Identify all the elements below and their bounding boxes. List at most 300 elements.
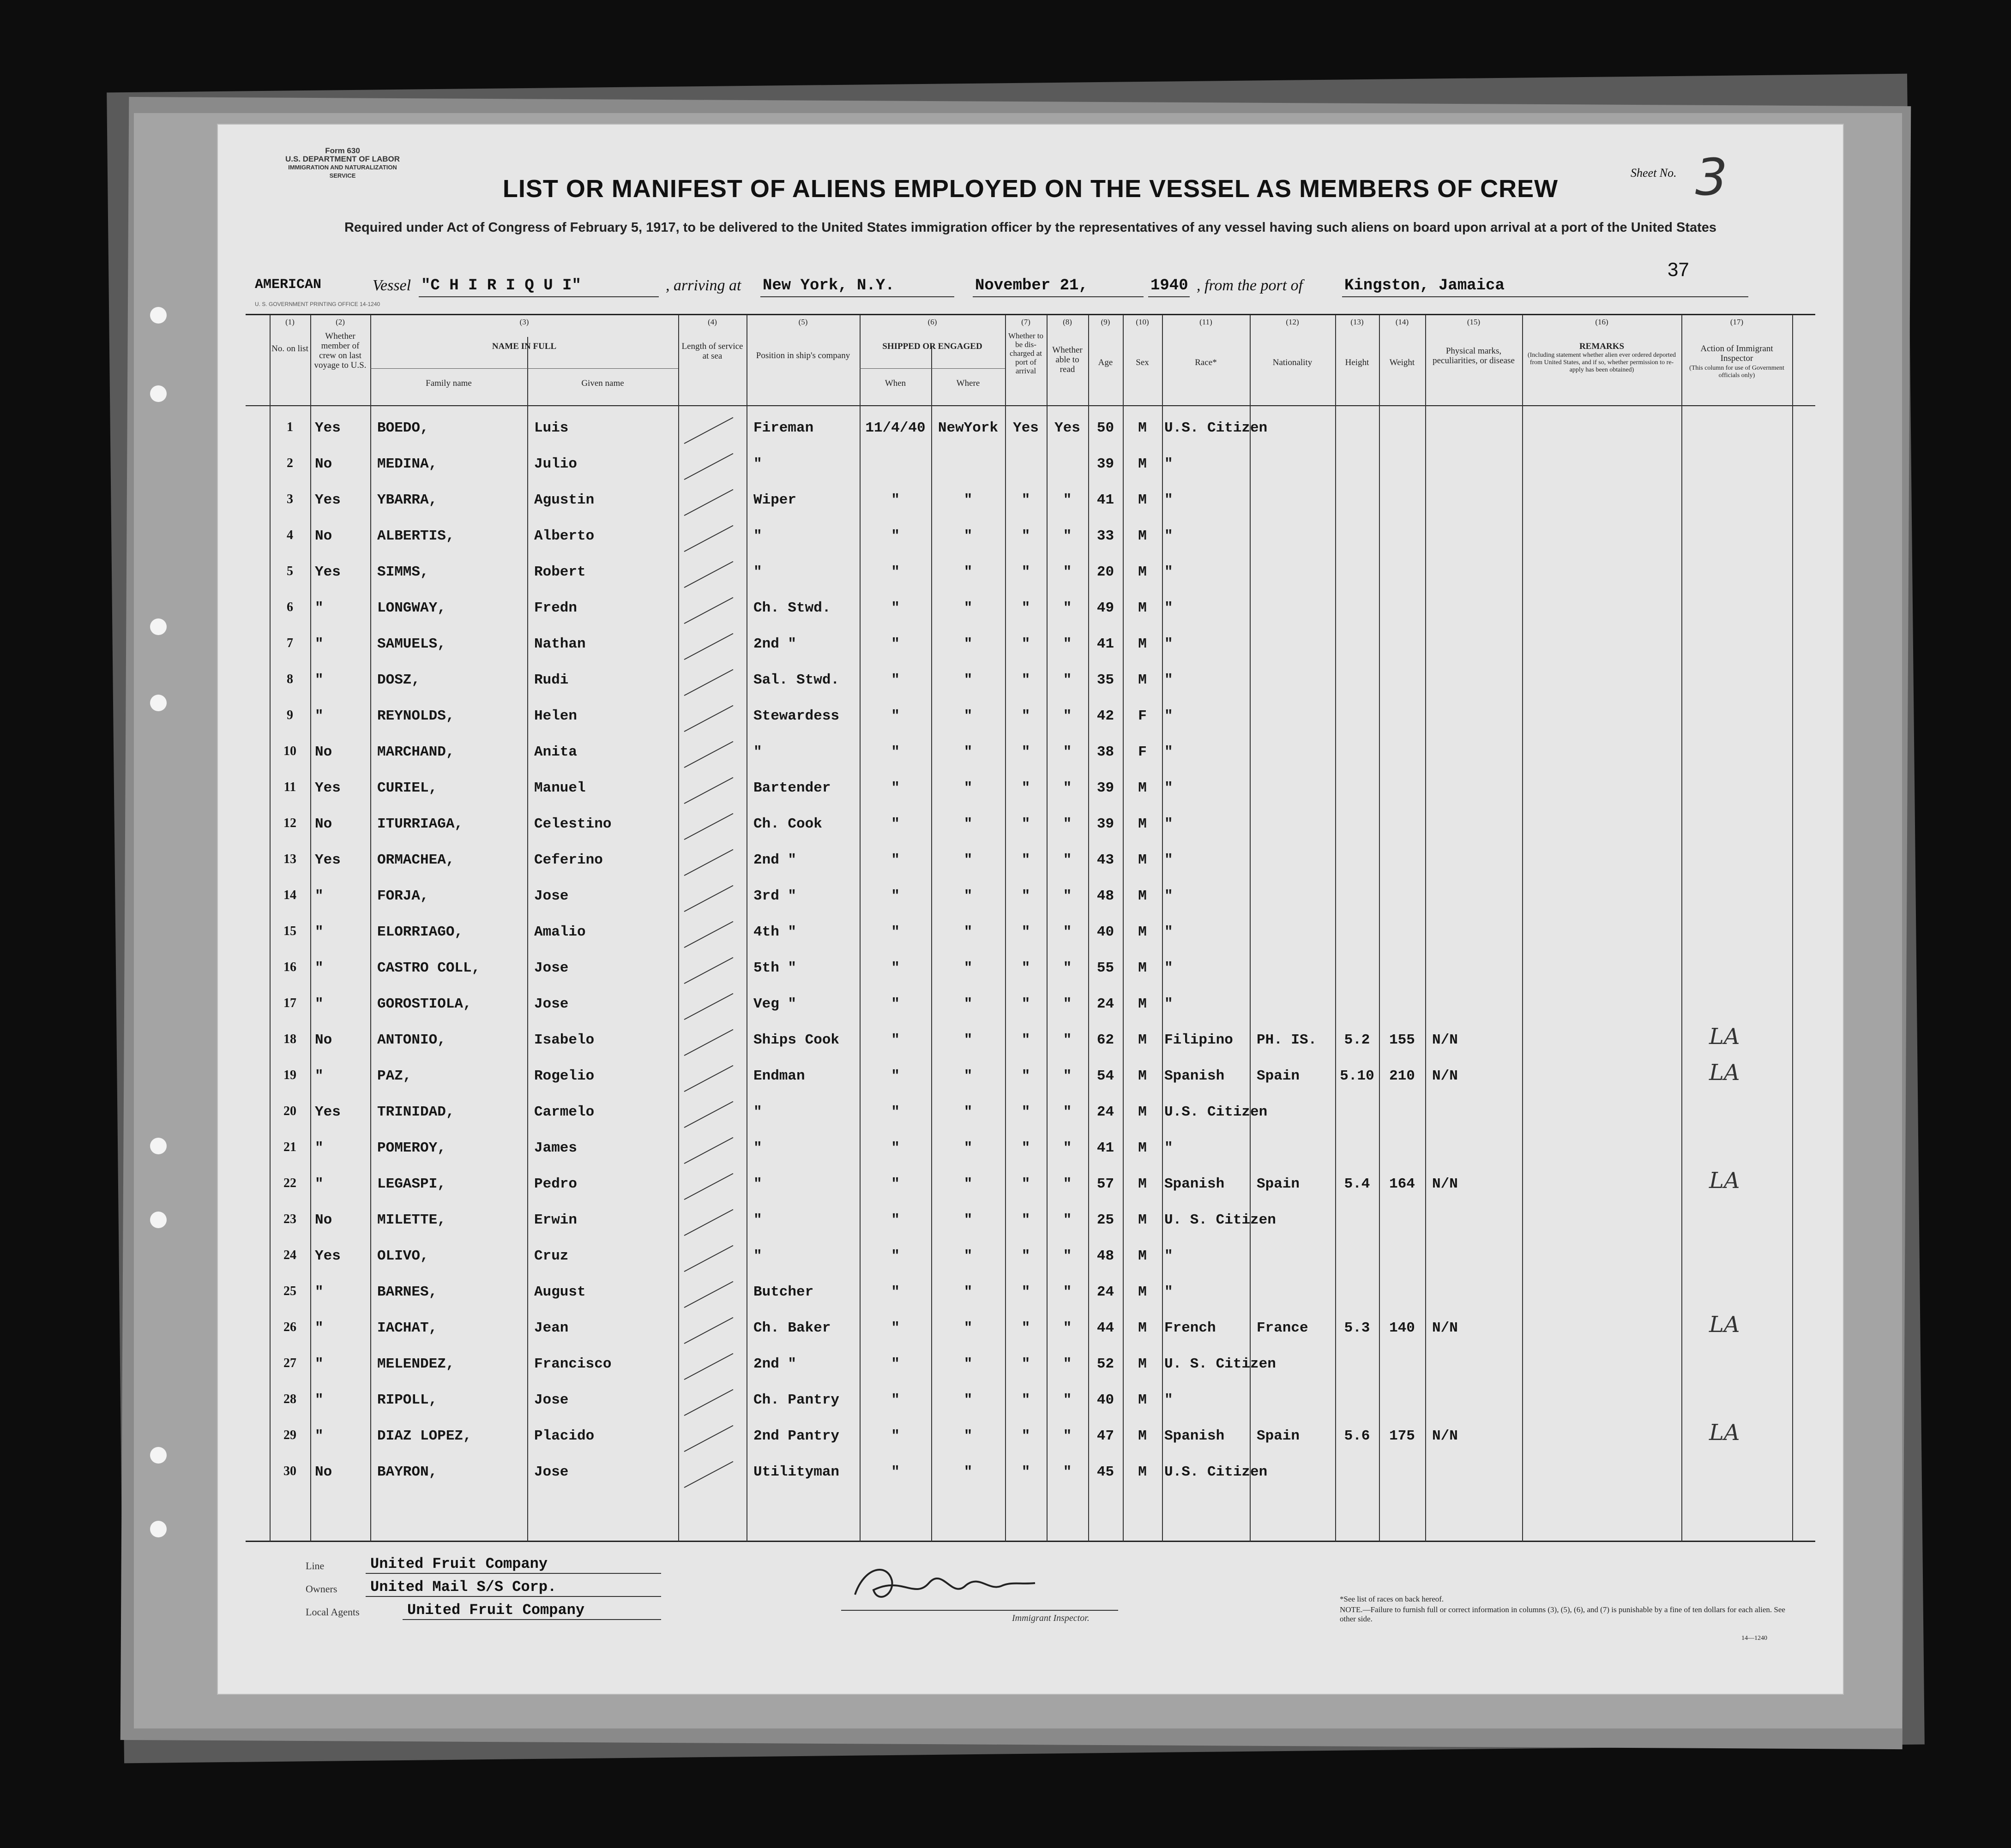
sheet-number-label: Sheet No. bbox=[1631, 166, 1677, 180]
position: 5th " bbox=[753, 960, 797, 976]
family-name: CURIEL, bbox=[377, 780, 438, 796]
column-number: (7) bbox=[1021, 318, 1030, 326]
line-label: Line bbox=[306, 1560, 325, 1572]
age: 45 bbox=[1096, 1464, 1114, 1480]
given-name: Celestino bbox=[534, 816, 612, 832]
row-number: 8 bbox=[287, 672, 293, 686]
table-row bbox=[218, 564, 1843, 600]
table-top-rule bbox=[246, 314, 1815, 315]
header-remarks: REMARKS bbox=[1579, 342, 1625, 351]
discharged: " bbox=[1021, 1464, 1030, 1480]
from-port-label: , from the port of bbox=[1197, 277, 1303, 294]
family-name: BARNES, bbox=[377, 1284, 438, 1300]
sex: M bbox=[1138, 816, 1147, 832]
last-voyage: " bbox=[315, 888, 324, 904]
able-to-read: " bbox=[1063, 816, 1072, 832]
family-name: MEDINA, bbox=[377, 456, 438, 472]
service-slash-mark bbox=[684, 417, 734, 444]
row-number: 6 bbox=[287, 600, 293, 614]
header-when: When bbox=[885, 378, 906, 388]
shipped-where: " bbox=[963, 1392, 973, 1408]
given-name: Nathan bbox=[534, 636, 586, 652]
row-number: 14 bbox=[283, 888, 296, 902]
family-name: ALBERTIS, bbox=[377, 528, 455, 544]
service-slash-mark bbox=[684, 1029, 734, 1056]
table-row bbox=[218, 1212, 1843, 1248]
table-row bbox=[218, 1024, 1843, 1068]
race: " bbox=[1164, 492, 1173, 508]
header-given-name: Given name bbox=[581, 378, 624, 388]
discharged: " bbox=[1021, 1104, 1030, 1120]
race: " bbox=[1164, 816, 1173, 832]
last-voyage: No bbox=[315, 816, 332, 832]
age: 41 bbox=[1096, 492, 1114, 508]
age: 52 bbox=[1096, 1356, 1114, 1372]
physical-marks: N/N bbox=[1432, 1320, 1458, 1336]
position: " bbox=[753, 564, 762, 580]
inspector-initials: LA bbox=[1709, 1312, 1740, 1338]
service-slash-mark bbox=[684, 885, 734, 912]
position: 3rd " bbox=[753, 888, 797, 904]
discharged: " bbox=[1021, 636, 1030, 652]
sex: M bbox=[1138, 456, 1147, 472]
sex: M bbox=[1138, 1140, 1147, 1156]
discharged: " bbox=[1021, 996, 1030, 1012]
age: 24 bbox=[1096, 1104, 1114, 1120]
column-number: (14) bbox=[1395, 318, 1409, 326]
race: U.S. Citizen bbox=[1164, 1104, 1268, 1120]
race: " bbox=[1164, 744, 1173, 760]
family-name: DOSZ, bbox=[377, 672, 421, 688]
family-name: DIAZ LOPEZ, bbox=[377, 1428, 472, 1444]
nationality: Spain bbox=[1257, 1176, 1300, 1192]
given-name: Fredn bbox=[534, 600, 578, 616]
given-name: Cruz bbox=[534, 1248, 569, 1264]
able-to-read: " bbox=[1063, 852, 1072, 868]
punch-hole bbox=[150, 1447, 167, 1464]
arrival-date: November 21, bbox=[975, 277, 1088, 294]
last-voyage: " bbox=[315, 924, 324, 940]
nationality: PH. IS. bbox=[1257, 1032, 1317, 1048]
table-row bbox=[218, 1356, 1843, 1392]
shipped-where: " bbox=[963, 1068, 973, 1084]
column-number: (1) bbox=[285, 318, 295, 326]
position: " bbox=[753, 1176, 762, 1192]
shipped-when: " bbox=[891, 960, 900, 976]
service-slash-mark bbox=[684, 705, 734, 732]
sex: M bbox=[1138, 1356, 1147, 1372]
column-number: (4) bbox=[708, 318, 717, 326]
last-voyage: " bbox=[315, 636, 324, 652]
family-name: BAYRON, bbox=[377, 1464, 438, 1480]
column-number: (11) bbox=[1199, 318, 1212, 326]
table-row bbox=[218, 1420, 1843, 1464]
table-row bbox=[218, 492, 1843, 528]
punch-hole bbox=[150, 695, 167, 711]
discharged: " bbox=[1021, 1428, 1030, 1444]
race: " bbox=[1164, 996, 1173, 1012]
family-name: GOROSTIOLA, bbox=[377, 996, 472, 1012]
last-voyage: " bbox=[315, 960, 324, 976]
discharged: " bbox=[1021, 888, 1030, 904]
given-name: Placido bbox=[534, 1428, 595, 1444]
shipped-when: " bbox=[891, 708, 900, 724]
table-row bbox=[218, 672, 1843, 708]
family-name: MARCHAND, bbox=[377, 744, 455, 760]
family-name: REYNOLDS, bbox=[377, 708, 455, 724]
given-name: Jean bbox=[534, 1320, 569, 1336]
sex: M bbox=[1138, 1392, 1147, 1408]
shipped-when: " bbox=[891, 1248, 900, 1264]
discharged: " bbox=[1021, 744, 1030, 760]
row-number: 21 bbox=[283, 1140, 296, 1154]
family-name: MELENDEZ, bbox=[377, 1356, 455, 1372]
table-row bbox=[218, 996, 1843, 1032]
position: " bbox=[753, 456, 762, 472]
able-to-read: " bbox=[1063, 1176, 1072, 1192]
weight: 210 bbox=[1389, 1068, 1415, 1084]
shipped-where: " bbox=[963, 492, 973, 508]
race: " bbox=[1164, 852, 1173, 868]
sex: M bbox=[1138, 1068, 1147, 1084]
last-voyage: Yes bbox=[315, 492, 341, 508]
inspector-initials: LA bbox=[1709, 1420, 1740, 1446]
last-voyage: " bbox=[315, 1320, 324, 1336]
table-row bbox=[218, 1168, 1843, 1212]
age: 33 bbox=[1096, 528, 1114, 544]
column-number: (15) bbox=[1467, 318, 1481, 326]
given-name: Jose bbox=[534, 960, 569, 976]
race: " bbox=[1164, 1140, 1173, 1156]
discharged: " bbox=[1021, 1392, 1030, 1408]
service-slash-mark bbox=[684, 1137, 734, 1164]
table-row bbox=[218, 420, 1843, 456]
table-row bbox=[218, 1060, 1843, 1104]
shipped-when: " bbox=[891, 1032, 900, 1048]
table-row bbox=[218, 1248, 1843, 1284]
able-to-read: " bbox=[1063, 780, 1072, 796]
sex: M bbox=[1138, 924, 1147, 940]
header-name-in-full: NAME IN FULL bbox=[492, 342, 557, 351]
position: Endman bbox=[753, 1068, 805, 1084]
position: " bbox=[753, 1104, 762, 1120]
sex: M bbox=[1138, 1248, 1147, 1264]
position: 2nd " bbox=[753, 852, 797, 868]
row-number: 24 bbox=[283, 1248, 296, 1262]
header-length-of-service: Length of service at sea bbox=[681, 342, 743, 361]
arriving-port: New York, N.Y. bbox=[763, 277, 895, 294]
position: Wiper bbox=[753, 492, 797, 508]
shipped-when: " bbox=[891, 636, 900, 652]
last-voyage: No bbox=[315, 1464, 332, 1480]
owners-label: Owners bbox=[306, 1583, 337, 1595]
family-name: ITURRIAGA, bbox=[377, 816, 464, 832]
sex: M bbox=[1138, 420, 1147, 436]
service-slash-mark bbox=[684, 1281, 734, 1308]
age: 44 bbox=[1096, 1320, 1114, 1336]
family-name: BOEDO, bbox=[377, 420, 429, 436]
position: " bbox=[753, 528, 762, 544]
race: " bbox=[1164, 456, 1173, 472]
age: 39 bbox=[1096, 456, 1114, 472]
position: Butcher bbox=[753, 1284, 814, 1300]
header-discharged: Whether to be dis-charged at port of arrival bbox=[1008, 331, 1043, 375]
row-number: 26 bbox=[283, 1320, 296, 1334]
service-slash-mark bbox=[684, 669, 734, 696]
given-name: Francisco bbox=[534, 1356, 612, 1372]
last-voyage: Yes bbox=[315, 564, 341, 580]
column-number: (6) bbox=[927, 318, 937, 326]
nationality: Spain bbox=[1257, 1068, 1300, 1084]
discharged: " bbox=[1021, 1176, 1030, 1192]
sex: M bbox=[1138, 1176, 1147, 1192]
given-name: Luis bbox=[534, 420, 569, 436]
race: " bbox=[1164, 780, 1173, 796]
shipped-when: " bbox=[891, 1320, 900, 1336]
last-voyage: Yes bbox=[315, 780, 341, 796]
race: U. S. Citizen bbox=[1164, 1356, 1276, 1372]
weight: 140 bbox=[1389, 1320, 1415, 1336]
position: " bbox=[753, 1212, 762, 1228]
physical-marks: N/N bbox=[1432, 1176, 1458, 1192]
last-voyage: " bbox=[315, 708, 324, 724]
shipped-where: " bbox=[963, 780, 973, 796]
position: " bbox=[753, 1248, 762, 1264]
able-to-read: " bbox=[1063, 1104, 1072, 1120]
column-number: (10) bbox=[1136, 318, 1149, 326]
service-name: IMMIGRATION AND NATURALIZATION SERVICE bbox=[288, 164, 397, 179]
able-to-read: " bbox=[1063, 924, 1072, 940]
given-name: Manuel bbox=[534, 780, 586, 796]
service-slash-mark bbox=[684, 453, 734, 480]
printer-mark: U. S. GOVERNMENT PRINTING OFFICE 14-1240 bbox=[255, 301, 380, 307]
age: 48 bbox=[1096, 1248, 1114, 1264]
table-bottom-rule bbox=[246, 1541, 1815, 1542]
able-to-read: " bbox=[1063, 1284, 1072, 1300]
position: Ships Cook bbox=[753, 1032, 840, 1048]
discharged: " bbox=[1021, 924, 1030, 940]
sex: M bbox=[1138, 1212, 1147, 1228]
race: French bbox=[1164, 1320, 1216, 1336]
form-number: Form 630 bbox=[325, 146, 360, 155]
row-number: 5 bbox=[287, 564, 293, 578]
age: 24 bbox=[1096, 1284, 1114, 1300]
last-voyage: " bbox=[315, 1356, 324, 1372]
physical-marks: N/N bbox=[1432, 1068, 1458, 1084]
shipped-where: " bbox=[963, 600, 973, 616]
discharged: " bbox=[1021, 1032, 1030, 1048]
shipped-where: " bbox=[963, 1104, 973, 1120]
race: " bbox=[1164, 924, 1173, 940]
shipped-when: " bbox=[891, 780, 900, 796]
height: 5.2 bbox=[1344, 1032, 1370, 1048]
department-name: U.S. DEPARTMENT OF LABOR bbox=[285, 155, 400, 163]
row-number: 18 bbox=[283, 1032, 296, 1046]
shipped-where: " bbox=[963, 924, 973, 940]
service-slash-mark bbox=[684, 1461, 734, 1488]
given-name: Jose bbox=[534, 996, 569, 1012]
last-voyage: " bbox=[315, 1392, 324, 1408]
header-list-number: No. on list bbox=[271, 344, 308, 354]
table-row bbox=[218, 708, 1843, 744]
able-to-read: " bbox=[1063, 1140, 1072, 1156]
row-number: 23 bbox=[283, 1212, 296, 1226]
age: 62 bbox=[1096, 1032, 1114, 1048]
able-to-read: " bbox=[1063, 1428, 1072, 1444]
row-number: 4 bbox=[287, 528, 293, 542]
shipped-when: " bbox=[891, 600, 900, 616]
position: 4th " bbox=[753, 924, 797, 940]
able-to-read: " bbox=[1063, 888, 1072, 904]
shipped-where: " bbox=[963, 1356, 973, 1372]
position: Ch. Pantry bbox=[753, 1392, 840, 1408]
inspector-signature bbox=[837, 1558, 1049, 1613]
table-row bbox=[218, 780, 1843, 816]
sex: M bbox=[1138, 1032, 1147, 1048]
row-number: 20 bbox=[283, 1104, 296, 1118]
header-remarks-note: (Including statement whether alien ever ordered deported from United States, and if so, whether permission to re-apply has been obtained) bbox=[1527, 352, 1676, 373]
service-slash-mark bbox=[684, 1101, 734, 1128]
subheader-rule bbox=[860, 368, 1005, 369]
table-row bbox=[218, 528, 1843, 564]
sex: M bbox=[1138, 852, 1147, 868]
page-number: 37 bbox=[1668, 258, 1689, 280]
last-voyage: Yes bbox=[315, 1104, 341, 1120]
shipped-when: " bbox=[891, 492, 900, 508]
family-name: ORMACHEA, bbox=[377, 852, 455, 868]
position: Fireman bbox=[753, 420, 814, 436]
shipped-when: " bbox=[891, 1068, 900, 1084]
service-slash-mark bbox=[684, 777, 734, 804]
header-able-to-read: Whether able to read bbox=[1052, 345, 1083, 374]
given-name: James bbox=[534, 1140, 578, 1156]
family-name: OLIVO, bbox=[377, 1248, 429, 1264]
sex: M bbox=[1138, 1320, 1147, 1336]
table-row bbox=[218, 816, 1843, 852]
discharged: " bbox=[1021, 1068, 1030, 1084]
discharged: " bbox=[1021, 1140, 1030, 1156]
last-voyage: Yes bbox=[315, 852, 341, 868]
race: " bbox=[1164, 888, 1173, 904]
last-voyage: " bbox=[315, 600, 324, 616]
service-slash-mark bbox=[684, 957, 734, 984]
discharged: " bbox=[1021, 960, 1030, 976]
row-number: 10 bbox=[283, 744, 296, 758]
able-to-read: " bbox=[1063, 1356, 1072, 1372]
service-slash-mark bbox=[684, 1209, 734, 1236]
table-row bbox=[218, 600, 1843, 636]
position: Ch. Baker bbox=[753, 1320, 831, 1336]
column-number: (2) bbox=[336, 318, 345, 326]
family-name: FORJA, bbox=[377, 888, 429, 904]
column-number: (3) bbox=[519, 318, 529, 326]
row-number: 13 bbox=[283, 852, 296, 866]
race: " bbox=[1164, 960, 1173, 976]
table-row bbox=[218, 1104, 1843, 1140]
sex: M bbox=[1138, 600, 1147, 616]
column-number: (8) bbox=[1063, 318, 1072, 326]
able-to-read: " bbox=[1063, 960, 1072, 976]
sex: F bbox=[1138, 744, 1147, 760]
discharged: " bbox=[1021, 780, 1030, 796]
position: " bbox=[753, 744, 762, 760]
shipped-when: " bbox=[891, 1356, 900, 1372]
age: 41 bbox=[1096, 636, 1114, 652]
able-to-read: Yes bbox=[1054, 420, 1080, 436]
shipped-where: " bbox=[963, 1032, 973, 1048]
race: " bbox=[1164, 1392, 1173, 1408]
service-slash-mark bbox=[684, 993, 734, 1020]
immigrant-inspector-label: Immigrant Inspector. bbox=[1012, 1613, 1090, 1623]
nationality: France bbox=[1257, 1320, 1308, 1336]
position: Utilityman bbox=[753, 1464, 840, 1480]
row-number: 15 bbox=[283, 924, 296, 938]
service-slash-mark bbox=[684, 1173, 734, 1200]
header-race: Race* bbox=[1195, 358, 1217, 367]
age: 39 bbox=[1096, 816, 1114, 832]
service-slash-mark bbox=[684, 921, 734, 948]
last-voyage: " bbox=[315, 672, 324, 688]
shipped-when: " bbox=[891, 744, 900, 760]
age: 40 bbox=[1096, 1392, 1114, 1408]
row-number: 2 bbox=[287, 456, 293, 470]
shipped-when: " bbox=[891, 888, 900, 904]
manifest-sheet bbox=[217, 124, 1844, 1695]
weight: 155 bbox=[1389, 1032, 1415, 1048]
last-voyage: Yes bbox=[315, 1248, 341, 1264]
sex: M bbox=[1138, 672, 1147, 688]
discharged: " bbox=[1021, 1356, 1030, 1372]
nationality: Spain bbox=[1257, 1428, 1300, 1444]
column-number: (16) bbox=[1595, 318, 1608, 326]
shipped-where: " bbox=[963, 816, 973, 832]
able-to-read: " bbox=[1063, 492, 1072, 508]
given-name: Rudi bbox=[534, 672, 569, 688]
given-name: Carmelo bbox=[534, 1104, 595, 1120]
able-to-read: " bbox=[1063, 744, 1072, 760]
race: " bbox=[1164, 528, 1173, 544]
family-name: LONGWAY, bbox=[377, 600, 446, 616]
discharged: " bbox=[1021, 852, 1030, 868]
family-name: IACHAT, bbox=[377, 1320, 438, 1336]
race: " bbox=[1164, 564, 1173, 580]
discharged: " bbox=[1021, 816, 1030, 832]
given-name: Jose bbox=[534, 1464, 569, 1480]
shipped-when: " bbox=[891, 528, 900, 544]
service-slash-mark bbox=[684, 1425, 734, 1452]
sheet-number-value: 3 bbox=[1695, 148, 1728, 207]
sex: M bbox=[1138, 564, 1147, 580]
race: Spanish bbox=[1164, 1176, 1225, 1192]
shipped-where: " bbox=[963, 1176, 973, 1192]
row-number: 11 bbox=[283, 780, 296, 794]
given-name: Erwin bbox=[534, 1212, 578, 1228]
punch-hole bbox=[150, 618, 167, 635]
age: 35 bbox=[1096, 672, 1114, 688]
position: Bartender bbox=[753, 780, 831, 796]
height: 5.4 bbox=[1344, 1176, 1370, 1192]
service-slash-mark bbox=[684, 489, 734, 516]
service-slash-mark bbox=[684, 1317, 734, 1344]
shipped-when: " bbox=[891, 924, 900, 940]
punch-hole bbox=[150, 1521, 167, 1537]
vessel-flag: AMERICAN bbox=[255, 277, 322, 293]
local-agents-value: United Fruit Company bbox=[407, 1602, 585, 1619]
discharged: " bbox=[1021, 528, 1030, 544]
given-name: Rogelio bbox=[534, 1068, 595, 1084]
race-note: *See list of races on back hereof. bbox=[1340, 1595, 1444, 1603]
sex: M bbox=[1138, 1428, 1147, 1444]
